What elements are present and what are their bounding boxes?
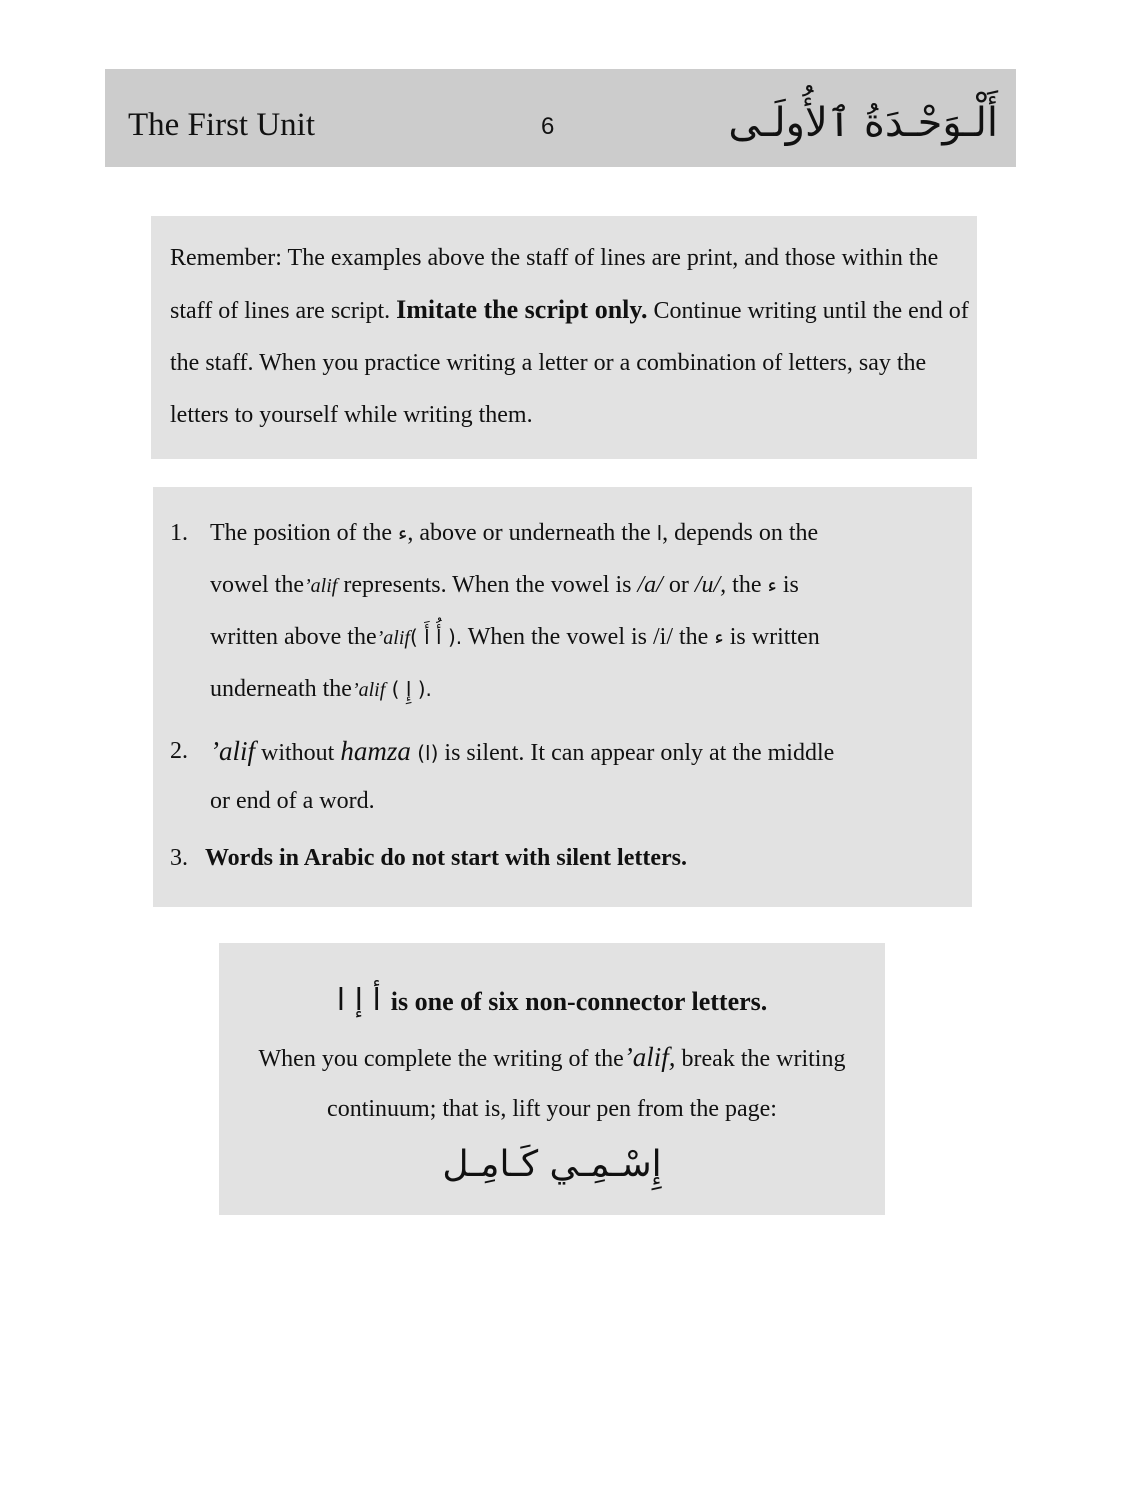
page-number: 6 xyxy=(541,113,555,140)
alif-glyph: ا xyxy=(656,521,663,545)
note-1-line-4: underneath the’alif ( إِ ). xyxy=(210,676,432,702)
note-item-3 xyxy=(170,832,960,884)
imitate-emphasis: Imitate the script only. xyxy=(396,295,648,324)
remember-box xyxy=(151,216,977,459)
note-number: 1. xyxy=(170,520,188,546)
hamza-below-form: ( إِ ). xyxy=(385,677,432,701)
alif-forms: أ إ ا xyxy=(336,983,381,1018)
silent-alif-glyph: (ا) xyxy=(410,741,439,765)
nonconnector-box xyxy=(219,943,885,1215)
nonconnector-text-line-1: When you complete the writing of the’alif, break the writing xyxy=(258,1042,846,1072)
hamza-glyph: ء xyxy=(397,521,408,545)
note-2-line-2: or end of a word. xyxy=(210,788,375,814)
arabic-example: إِسْـمِـي كَـامِـل xyxy=(442,1144,662,1185)
unit-title-arabic: أَلْـوَحْـدَةُ ٱلأُولَـى xyxy=(728,100,998,146)
note-number: 3. xyxy=(170,845,188,871)
note-1-line-1: The position of the ء, above or underneath the ا, depends on the xyxy=(210,520,819,546)
remember-text-part2: Continue writing until the end of the staff. When you practice writing a letter or a combination of letters, say the letters to yourself while writing them. xyxy=(170,298,969,428)
remember-text-part1: Remember: The examples above the staff of lines are print, and those within the staff of lines are script. xyxy=(170,245,939,324)
note-3-text: Words in Arabic do not start with silent letters. xyxy=(205,845,687,871)
unit-title: The First Unit xyxy=(128,107,315,143)
nonconnector-heading: أ إ ا is one of six non-connector letters. xyxy=(336,983,768,1018)
remember-text xyxy=(170,232,970,441)
note-number: 2. xyxy=(170,738,188,764)
note-2-line-1: ’alif without hamza (ا) is silent. It can appear only at the middle xyxy=(210,736,835,766)
nonconnector-text-line-2: continuum; that is, lift your pen from the page: xyxy=(327,1096,777,1122)
hamza-above-forms: ( أُ أَ ). xyxy=(409,625,463,649)
note-item-2 xyxy=(170,725,960,835)
unit-header xyxy=(105,69,1016,167)
note-1-line-3: written above the’alif( أُ أَ ). When the vowel is /i/ the ء is written xyxy=(210,624,820,650)
note-item-1 xyxy=(170,507,960,717)
note-1-line-2: vowel the’alif represents. When the vowel is /a/ or /u/, the ء is xyxy=(210,572,799,598)
notes-box xyxy=(153,487,972,907)
